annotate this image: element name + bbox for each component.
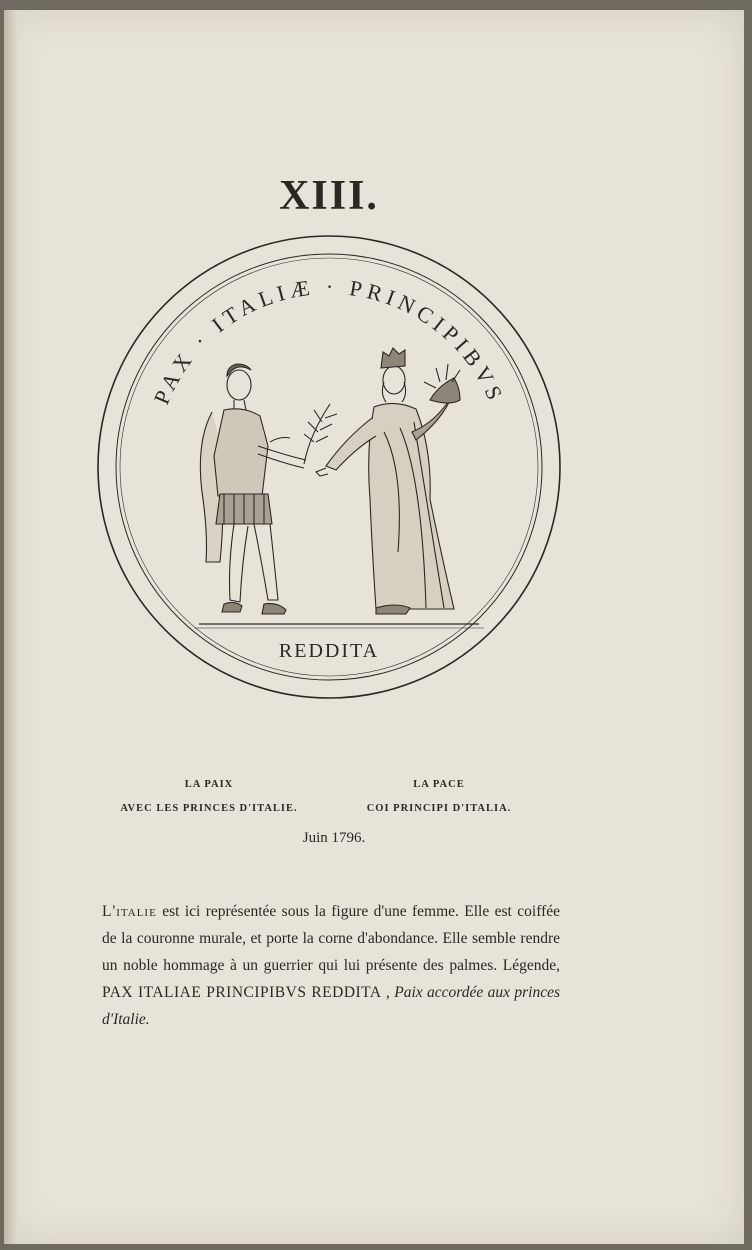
- caption-italian: [324, 778, 554, 826]
- medal-engraving: [94, 232, 564, 702]
- medal-date: Juin 1796.: [302, 830, 366, 846]
- medal-legend-path: PAX · ITALIÆ · PRINCIPIBVS: [148, 273, 510, 408]
- caption-french: [94, 778, 324, 826]
- italia-figure: [316, 348, 460, 614]
- description-lead-word: L'italie: [102, 902, 157, 920]
- caption-italian-line2: COI PRINCIPI D'ITALIA.: [366, 803, 512, 814]
- caption-french-line2: AVEC LES PRINCES D'ITALIE.: [120, 803, 298, 814]
- caption-italian-line1: LA PACE: [413, 779, 465, 790]
- warrior-figure: [200, 364, 337, 614]
- book-page: [4, 10, 744, 1244]
- description-text-2: ,: [381, 983, 395, 1001]
- medal-description: [102, 898, 560, 1033]
- description-legend: PAX ITALIAE PRINCIPIBVS REDDITA: [102, 983, 382, 1001]
- description-text-1: est ici représentée sous la figure d'une femme. Elle est coiffée de la couronne murale, et porte la corne d'abondance. Elle semble rendre un noble hommage à un guerrier qui lui présente des palmes. Légende,: [102, 902, 560, 974]
- caption-french-line1: LA PAIX: [184, 779, 234, 790]
- description-translation: Paix accordée aux princes d'Italie.: [102, 983, 560, 1028]
- plate-number: XIII.: [279, 173, 379, 219]
- medal-legend-exergue: REDDITA: [278, 640, 380, 662]
